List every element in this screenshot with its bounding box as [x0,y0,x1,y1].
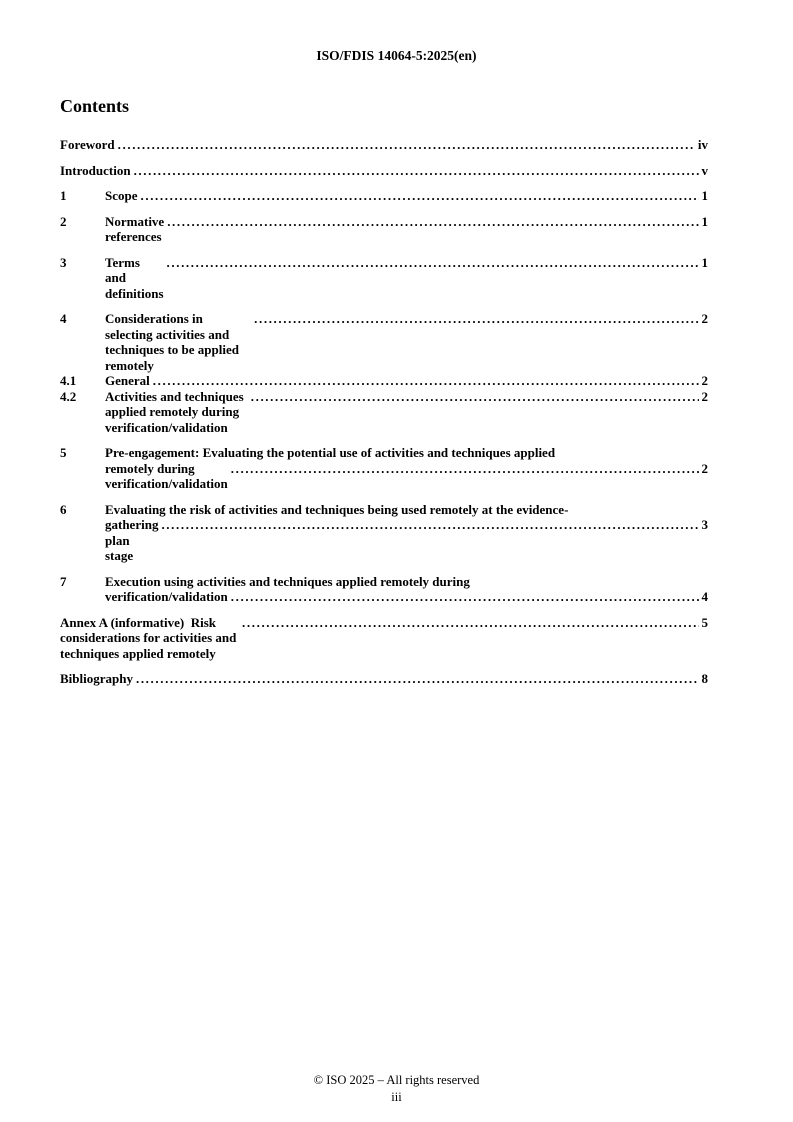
toc-page-number: iv [697,137,708,152]
toc-entry-title: Execution using activities and techniques applied remotely during [105,573,470,589]
toc-entry-text [60,163,708,179]
toc-entry-title: Bibliography [60,671,133,686]
toc-dotted-leader [251,389,699,405]
toc-entry[interactable] [60,373,708,389]
toc-page-number: 2 [701,373,708,388]
toc-entry-text [105,445,708,492]
toc-page-number: 1 [701,213,708,229]
toc-entry[interactable] [60,311,708,373]
toc-page-number: 2 [701,311,708,326]
toc-section [60,96,708,687]
toc-entry-number: 3 [60,254,67,270]
footer-page-number: iii [391,1090,402,1104]
toc-dotted-leader [167,214,698,230]
toc-entry[interactable] [60,445,708,492]
toc-entry[interactable] [60,615,708,662]
toc-entry-title: Evaluating the risk of activities and techniques being used remotely at the evidence- [105,501,569,517]
toc-page-number: 4 [701,589,708,604]
toc-entry[interactable] [60,389,708,436]
toc-page-number: 2 [701,388,708,404]
toc-dotted-leader [167,255,699,271]
toc-entry-title: Introduction [60,162,131,178]
toc-entry[interactable] [60,137,708,153]
toc-entry-number: 7 [60,573,67,589]
toc-entry-number: 6 [60,501,67,517]
toc-page-number: 1 [701,254,708,270]
toc-dotted-leader [118,137,695,153]
toc-entry-text [105,214,708,245]
toc-entry-text [105,188,708,204]
toc-dotted-leader [153,373,699,389]
toc-entry-text [105,389,708,436]
toc-dotted-leader [242,615,698,631]
toc-entry-title: gathering plan stage [105,517,162,563]
toc-entry-title: Normative references [105,213,168,244]
toc-entry-number: 4.2 [60,388,77,404]
toc-dotted-leader [231,461,699,477]
document-header-title: ISO/FDIS 14064-5:2025(en) [316,48,477,63]
page-footer [0,1072,793,1106]
toc-entry[interactable] [60,671,708,687]
toc-entry[interactable] [60,214,708,245]
toc-entry-text [105,373,708,389]
toc-entry[interactable] [60,188,708,204]
toc-entry-text [105,255,708,302]
toc-entry[interactable] [60,163,708,179]
toc-entry-title: verification/validation [105,589,228,604]
toc-entry-title: Scope [105,188,138,203]
toc-dotted-leader [254,311,698,327]
toc-entry-number: 4 [60,311,67,326]
toc-entry[interactable] [60,574,708,605]
toc-entry-title: Activities and techniques applied remotely during verification/validation [105,388,247,435]
toc-page-number: 8 [701,671,708,686]
toc-entry-text [60,615,708,662]
toc-list [60,137,708,687]
toc-page-number: 5 [701,614,708,630]
toc-dotted-leader [136,671,699,687]
toc-entry-number: 4.1 [60,373,77,388]
toc-entry-text [105,311,708,373]
toc-entry-title: remotely during verification/validation [105,460,228,491]
toc-page-number: 1 [701,188,708,203]
toc-dotted-leader [134,163,699,179]
footer-copyright: © ISO 2025 – All rights reserved [313,1073,480,1087]
toc-page-number: 3 [701,517,708,532]
toc-entry-title: Foreword [60,137,115,152]
toc-entry-title: Pre-engagement: Evaluating the potential use of activities and techniques applied [105,445,556,460]
contents-heading: Contents [60,96,130,116]
toc-entry-number: 2 [60,213,67,229]
toc-entry[interactable] [60,255,708,302]
toc-entry-title: Terms and definitions [105,254,164,301]
toc-entry-text [60,671,708,687]
toc-entry-number: 1 [60,188,67,203]
toc-entry-title: Considerations in selecting activities and techniques to be applied remotely [105,311,243,373]
toc-entry-text [105,502,708,564]
toc-dotted-leader [231,589,699,605]
toc-page-number: 2 [701,460,708,476]
toc-page-number: v [701,162,708,178]
toc-entry-title: General [105,373,150,388]
toc-dotted-leader [141,188,699,204]
toc-entry-text [60,137,708,153]
toc-entry[interactable] [60,502,708,564]
toc-entry-number: 5 [60,445,67,460]
toc-entry-title: Annex A (informative) Risk considerations for activities and techniques applied remotely [60,614,240,661]
toc-dotted-leader [161,517,698,533]
toc-entry-text [105,574,708,605]
